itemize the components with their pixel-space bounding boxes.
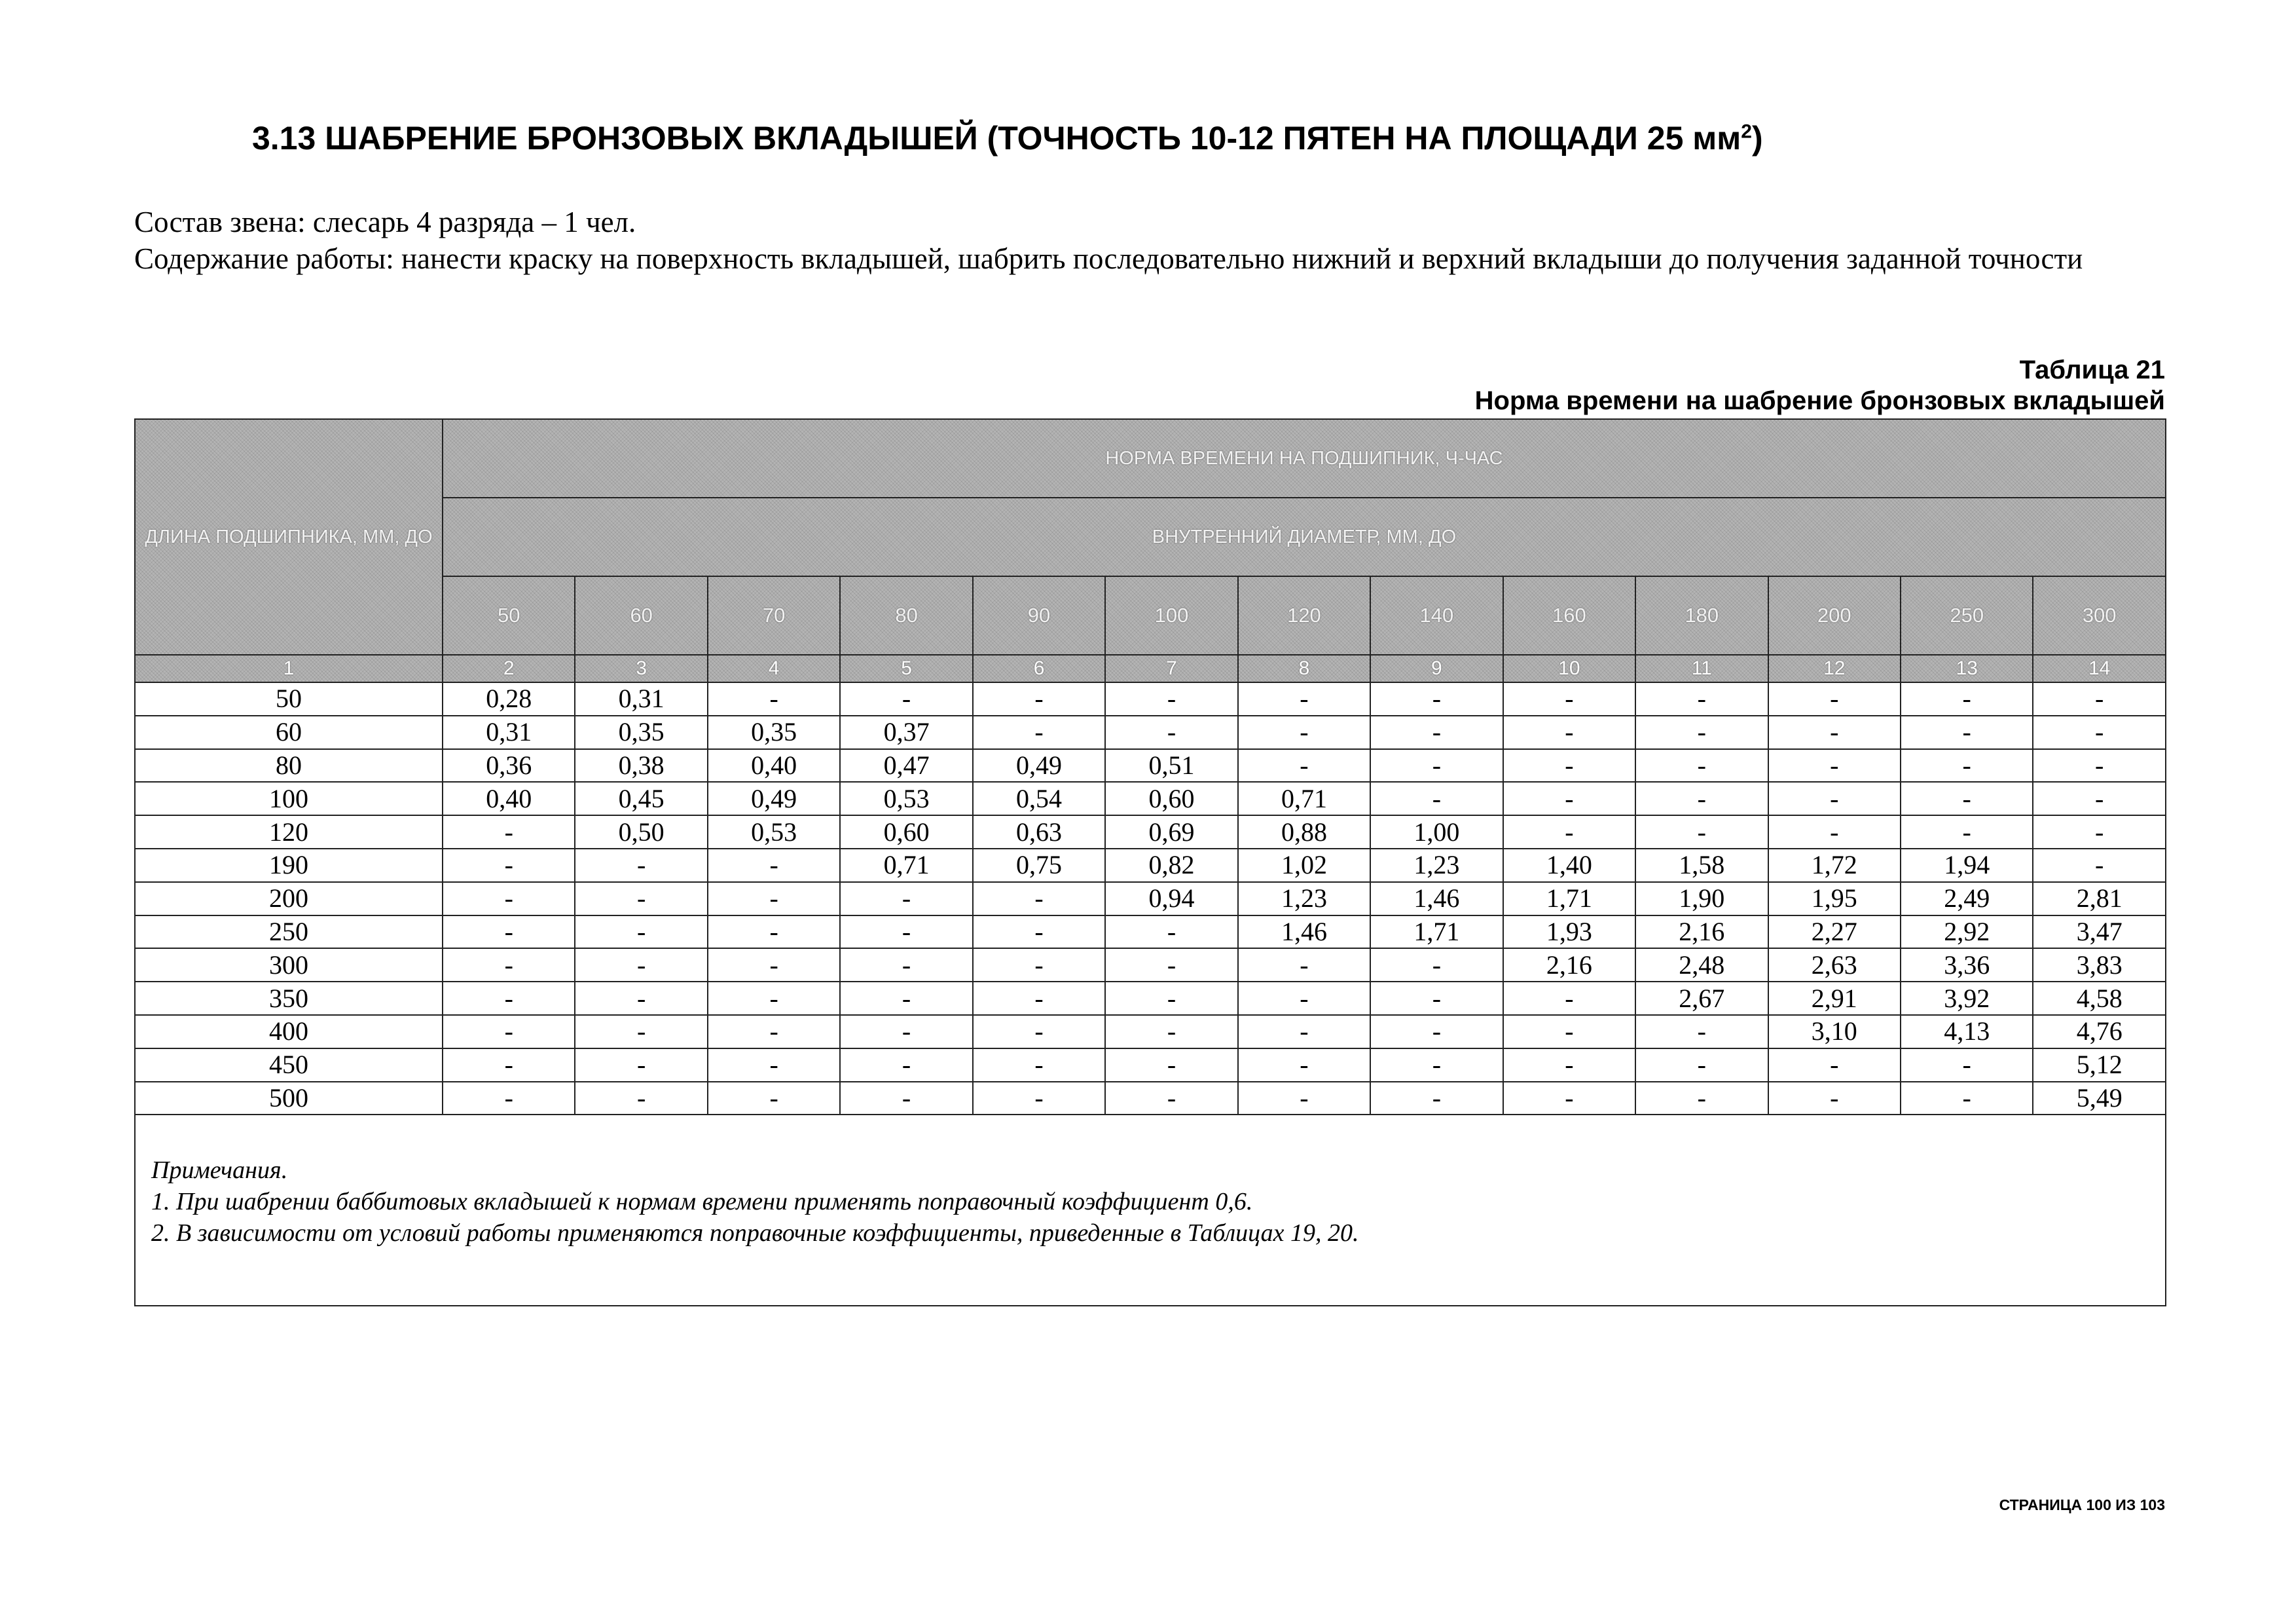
column-number: 8 bbox=[1238, 655, 1370, 682]
norm-value: 1,58 bbox=[1635, 849, 1768, 882]
norm-value: 2,27 bbox=[1768, 915, 1901, 949]
column-number: 14 bbox=[2033, 655, 2166, 682]
norm-value: 4,58 bbox=[2033, 982, 2166, 1015]
table-row bbox=[135, 716, 2166, 749]
norm-value: 2,16 bbox=[1635, 915, 1768, 949]
norm-value: 5,12 bbox=[2033, 1048, 2166, 1082]
norm-value: - bbox=[1105, 1082, 1237, 1115]
table-row bbox=[135, 1015, 2166, 1048]
norm-value: 0,35 bbox=[708, 716, 840, 749]
norm-value: - bbox=[1105, 682, 1237, 716]
norm-value: 2,91 bbox=[1768, 982, 1901, 1015]
work-content: Содержание работы: нанести краску на поверхность вкладышей, шабрить последовательно нижний и верхний вкладыши до получения заданной точности bbox=[134, 242, 2083, 275]
norm-value: - bbox=[1238, 1015, 1370, 1048]
norm-value: - bbox=[1901, 782, 2033, 815]
note-1: 1. При шабрении баббитовых вкладышей к нормам времени применять поправочный коэффициент 0,6. bbox=[151, 1188, 1253, 1216]
norm-value: - bbox=[1768, 815, 1901, 849]
norm-value: 2,49 bbox=[1901, 882, 2033, 915]
norm-value: - bbox=[840, 948, 972, 982]
norm-value: - bbox=[1370, 682, 1503, 716]
norm-value: 1,00 bbox=[1370, 815, 1503, 849]
norm-value: - bbox=[840, 915, 972, 949]
norm-value: - bbox=[1635, 682, 1768, 716]
diameter-header: 100 bbox=[1105, 576, 1237, 655]
norm-value: 2,63 bbox=[1768, 948, 1901, 982]
norm-value: - bbox=[708, 982, 840, 1015]
norm-value: - bbox=[443, 1048, 575, 1082]
column-number: 4 bbox=[708, 655, 840, 682]
norm-value: - bbox=[840, 1015, 972, 1048]
row-length: 300 bbox=[135, 948, 443, 982]
row-length: 400 bbox=[135, 1015, 443, 1048]
table-row bbox=[135, 915, 2166, 949]
norm-value: - bbox=[1901, 749, 2033, 783]
norm-value: - bbox=[443, 1082, 575, 1115]
norm-value: - bbox=[1105, 1048, 1237, 1082]
norm-value: - bbox=[1901, 1048, 2033, 1082]
diameter-header: 70 bbox=[708, 576, 840, 655]
norm-value: - bbox=[973, 1015, 1105, 1048]
section-title-text: 3.13 ШАБРЕНИЕ БРОНЗОВЫХ ВКЛАДЫШЕЙ (ТОЧНОСТЬ 10-12 ПЯТЕН НА ПЛОЩАДИ 25 мм bbox=[252, 120, 1741, 157]
column-number: 7 bbox=[1105, 655, 1237, 682]
norm-value: - bbox=[1105, 982, 1237, 1015]
diameter-header: 60 bbox=[575, 576, 707, 655]
norm-value: - bbox=[443, 948, 575, 982]
norm-value: 0,82 bbox=[1105, 849, 1237, 882]
norm-value: - bbox=[1105, 1015, 1237, 1048]
row-length: 50 bbox=[135, 682, 443, 716]
norm-value: - bbox=[443, 1015, 575, 1048]
norm-value: 1,23 bbox=[1238, 882, 1370, 915]
column-number: 9 bbox=[1370, 655, 1503, 682]
section-title-superscript: 2 bbox=[1741, 120, 1752, 143]
norm-value: 0,51 bbox=[1105, 749, 1237, 783]
norm-value: - bbox=[1901, 1082, 2033, 1115]
diameter-header: 50 bbox=[443, 576, 575, 655]
norm-value: - bbox=[1105, 948, 1237, 982]
norm-value: 0,71 bbox=[1238, 782, 1370, 815]
norm-value: - bbox=[2033, 749, 2166, 783]
norm-value: - bbox=[973, 982, 1105, 1015]
norm-value: - bbox=[575, 1048, 707, 1082]
norm-value: - bbox=[1503, 1015, 1635, 1048]
norm-value: - bbox=[2033, 682, 2166, 716]
table-row bbox=[135, 982, 2166, 1015]
row-length: 80 bbox=[135, 749, 443, 783]
norm-value: 0,88 bbox=[1238, 815, 1370, 849]
crew-composition: Состав звена: слесарь 4 разряда – 1 чел. bbox=[134, 206, 636, 238]
norm-value: - bbox=[2033, 782, 2166, 815]
row-length: 350 bbox=[135, 982, 443, 1015]
norm-value: 1,46 bbox=[1238, 915, 1370, 949]
diameter-header: 200 bbox=[1768, 576, 1901, 655]
norm-value: 0,35 bbox=[575, 716, 707, 749]
norm-value: - bbox=[1238, 1082, 1370, 1115]
norm-value: 0,40 bbox=[443, 782, 575, 815]
diameter-header: 300 bbox=[2033, 576, 2166, 655]
row-length: 200 bbox=[135, 882, 443, 915]
norm-value: 0,53 bbox=[708, 815, 840, 849]
norm-value: - bbox=[973, 915, 1105, 949]
norm-value: - bbox=[443, 882, 575, 915]
norm-value: - bbox=[1105, 716, 1237, 749]
column-number: 2 bbox=[443, 655, 575, 682]
table-row bbox=[135, 782, 2166, 815]
norm-value: - bbox=[1768, 782, 1901, 815]
norm-value: - bbox=[1768, 716, 1901, 749]
norm-value: 1,02 bbox=[1238, 849, 1370, 882]
norm-value: 1,71 bbox=[1503, 882, 1635, 915]
norm-value: 1,40 bbox=[1503, 849, 1635, 882]
norm-value: - bbox=[1370, 1082, 1503, 1115]
norm-value: - bbox=[1635, 782, 1768, 815]
diameter-header: 180 bbox=[1635, 576, 1768, 655]
norm-value: - bbox=[973, 682, 1105, 716]
norm-value: - bbox=[1370, 982, 1503, 1015]
norms-table bbox=[134, 418, 2166, 1306]
norm-value: - bbox=[973, 1082, 1105, 1115]
table-name: Норма времени на шабрение бронзовых вкладышей bbox=[1474, 386, 2165, 415]
norm-value: - bbox=[973, 948, 1105, 982]
norm-value: - bbox=[1370, 1048, 1503, 1082]
norm-value: 3,47 bbox=[2033, 915, 2166, 949]
norm-value: - bbox=[1370, 716, 1503, 749]
norm-value: - bbox=[973, 1048, 1105, 1082]
norm-value: - bbox=[1635, 1048, 1768, 1082]
table-row bbox=[135, 682, 2166, 716]
norm-value: - bbox=[1901, 682, 2033, 716]
norm-value: 5,49 bbox=[2033, 1082, 2166, 1115]
norm-value: - bbox=[1503, 1048, 1635, 1082]
norm-value: - bbox=[1901, 716, 2033, 749]
norm-value: 0,94 bbox=[1105, 882, 1237, 915]
table-row bbox=[135, 882, 2166, 915]
column-number: 1 bbox=[135, 655, 443, 682]
norm-value: 3,83 bbox=[2033, 948, 2166, 982]
norm-value: - bbox=[1105, 915, 1237, 949]
note-2: 2. В зависимости от условий работы применяются поправочные коэффициенты, приведенные в Таблицах 19, 20. bbox=[151, 1219, 1359, 1247]
column-number: 6 bbox=[973, 655, 1105, 682]
column-number-row bbox=[135, 655, 2166, 682]
norm-value: - bbox=[708, 849, 840, 882]
norm-value: - bbox=[2033, 716, 2166, 749]
norm-value: - bbox=[1238, 948, 1370, 982]
norm-value: 1,93 bbox=[1503, 915, 1635, 949]
page-number: СТРАНИЦА 100 ИЗ 103 bbox=[1999, 1496, 2165, 1513]
norm-value: - bbox=[1503, 782, 1635, 815]
norm-value: 2,16 bbox=[1503, 948, 1635, 982]
row-length: 100 bbox=[135, 782, 443, 815]
norm-value: - bbox=[708, 1082, 840, 1115]
norm-value: 1,95 bbox=[1768, 882, 1901, 915]
norm-value: - bbox=[1768, 682, 1901, 716]
table-row bbox=[135, 948, 2166, 982]
header-norm: НОРМА ВРЕМЕНИ НА ПОДШИПНИК, Ч-ЧАС bbox=[443, 419, 2166, 498]
norm-value: 3,92 bbox=[1901, 982, 2033, 1015]
norm-value: 0,63 bbox=[973, 815, 1105, 849]
table-number: Таблица 21 bbox=[2019, 356, 2165, 384]
norm-value: - bbox=[840, 882, 972, 915]
norm-value: 3,36 bbox=[1901, 948, 2033, 982]
norm-value: 4,13 bbox=[1901, 1015, 2033, 1048]
norm-value: 1,72 bbox=[1768, 849, 1901, 882]
norm-value: 4,76 bbox=[2033, 1015, 2166, 1048]
norm-value: 0,38 bbox=[575, 749, 707, 783]
table-row bbox=[135, 815, 2166, 849]
norm-value: - bbox=[973, 716, 1105, 749]
diameter-header: 90 bbox=[973, 576, 1105, 655]
norm-value: - bbox=[1635, 716, 1768, 749]
column-number: 10 bbox=[1503, 655, 1635, 682]
norm-value: - bbox=[575, 882, 707, 915]
norm-value: - bbox=[1635, 749, 1768, 783]
table-row bbox=[135, 849, 2166, 882]
norm-value: - bbox=[443, 915, 575, 949]
diameter-header: 250 bbox=[1901, 576, 2033, 655]
norm-value: 0,50 bbox=[575, 815, 707, 849]
norm-value: 1,46 bbox=[1370, 882, 1503, 915]
header-diameter: ВНУТРЕННИЙ ДИАМЕТР, ММ, ДО bbox=[443, 498, 2166, 576]
norm-value: - bbox=[575, 849, 707, 882]
norm-value: - bbox=[2033, 849, 2166, 882]
norm-value: 0,60 bbox=[1105, 782, 1237, 815]
norm-value: - bbox=[1370, 948, 1503, 982]
norm-value: 0,31 bbox=[443, 716, 575, 749]
norm-value: - bbox=[840, 682, 972, 716]
norm-value: 0,75 bbox=[973, 849, 1105, 882]
norm-value: - bbox=[840, 1048, 972, 1082]
norm-value: - bbox=[973, 882, 1105, 915]
column-number: 5 bbox=[840, 655, 972, 682]
column-number: 12 bbox=[1768, 655, 1901, 682]
norm-value: - bbox=[1370, 1015, 1503, 1048]
norm-value: 0,40 bbox=[708, 749, 840, 783]
norm-value: 0,49 bbox=[973, 749, 1105, 783]
norm-value: 0,45 bbox=[575, 782, 707, 815]
norm-value: - bbox=[1503, 682, 1635, 716]
norm-value: 0,53 bbox=[840, 782, 972, 815]
norm-value: 2,67 bbox=[1635, 982, 1768, 1015]
norm-value: - bbox=[443, 815, 575, 849]
norm-value: 0,37 bbox=[840, 716, 972, 749]
notes-heading: Примечания. bbox=[151, 1156, 288, 1185]
norm-value: - bbox=[575, 982, 707, 1015]
header-length: ДЛИНА ПОДШИПНИКА, ММ, ДО bbox=[135, 419, 443, 655]
norm-value: - bbox=[1768, 1082, 1901, 1115]
norm-value: - bbox=[1370, 749, 1503, 783]
norm-value: - bbox=[575, 1015, 707, 1048]
diameter-header: 140 bbox=[1370, 576, 1503, 655]
norm-value: - bbox=[2033, 815, 2166, 849]
norm-value: - bbox=[575, 948, 707, 982]
norm-value: - bbox=[1635, 815, 1768, 849]
norm-value: 1,71 bbox=[1370, 915, 1503, 949]
norm-value: 0,71 bbox=[840, 849, 972, 882]
norm-value: - bbox=[1238, 982, 1370, 1015]
norm-value: - bbox=[1635, 1015, 1768, 1048]
norm-value: 2,92 bbox=[1901, 915, 2033, 949]
norm-value: 1,94 bbox=[1901, 849, 2033, 882]
norm-value: - bbox=[1503, 815, 1635, 849]
norm-value: - bbox=[708, 948, 840, 982]
table-body bbox=[135, 682, 2166, 1115]
section-title-end: ) bbox=[1751, 120, 1763, 157]
table-row bbox=[135, 749, 2166, 783]
norm-value: 0,47 bbox=[840, 749, 972, 783]
norm-value: - bbox=[1238, 749, 1370, 783]
row-length: 120 bbox=[135, 815, 443, 849]
row-length: 190 bbox=[135, 849, 443, 882]
norm-value: 0,36 bbox=[443, 749, 575, 783]
row-length: 250 bbox=[135, 915, 443, 949]
norm-value: 0,69 bbox=[1105, 815, 1237, 849]
norm-value: - bbox=[1238, 1048, 1370, 1082]
norm-value: - bbox=[1901, 815, 2033, 849]
norm-value: - bbox=[1768, 749, 1901, 783]
column-number: 13 bbox=[1901, 655, 2033, 682]
row-length: 60 bbox=[135, 716, 443, 749]
norm-value: 2,81 bbox=[2033, 882, 2166, 915]
row-length: 450 bbox=[135, 1048, 443, 1082]
norm-value: - bbox=[443, 849, 575, 882]
norm-value: - bbox=[708, 1048, 840, 1082]
norm-value: 0,60 bbox=[840, 815, 972, 849]
norm-value: - bbox=[708, 682, 840, 716]
diameter-header: 80 bbox=[840, 576, 972, 655]
norm-value: - bbox=[1370, 782, 1503, 815]
norm-value: 1,23 bbox=[1370, 849, 1503, 882]
norm-value: - bbox=[840, 982, 972, 1015]
norm-value: - bbox=[443, 982, 575, 1015]
norm-value: 1,90 bbox=[1635, 882, 1768, 915]
norm-value: 0,28 bbox=[443, 682, 575, 716]
diameter-header: 120 bbox=[1238, 576, 1370, 655]
norm-value: - bbox=[1768, 1048, 1901, 1082]
norm-value: - bbox=[1503, 716, 1635, 749]
norm-value: 3,10 bbox=[1768, 1015, 1901, 1048]
norm-value: 0,31 bbox=[575, 682, 707, 716]
row-length: 500 bbox=[135, 1082, 443, 1115]
norm-value: - bbox=[1503, 749, 1635, 783]
norm-value: 0,49 bbox=[708, 782, 840, 815]
norm-value: - bbox=[840, 1082, 972, 1115]
norm-value: - bbox=[575, 915, 707, 949]
norm-value: - bbox=[708, 1015, 840, 1048]
norm-value: 2,48 bbox=[1635, 948, 1768, 982]
norm-value: - bbox=[1635, 1082, 1768, 1115]
notes-cell bbox=[135, 1115, 2166, 1306]
norm-value: - bbox=[575, 1082, 707, 1115]
norm-value: - bbox=[1503, 982, 1635, 1015]
norm-value: - bbox=[708, 915, 840, 949]
table-row bbox=[135, 1082, 2166, 1115]
norm-value: - bbox=[1238, 682, 1370, 716]
table-row bbox=[135, 1048, 2166, 1082]
norm-value: - bbox=[1238, 716, 1370, 749]
column-number: 3 bbox=[575, 655, 707, 682]
column-number: 11 bbox=[1635, 655, 1768, 682]
norm-value: - bbox=[1503, 1082, 1635, 1115]
section-title bbox=[252, 119, 2216, 157]
norm-value: - bbox=[708, 882, 840, 915]
diameter-header: 160 bbox=[1503, 576, 1635, 655]
norm-value: 0,54 bbox=[973, 782, 1105, 815]
